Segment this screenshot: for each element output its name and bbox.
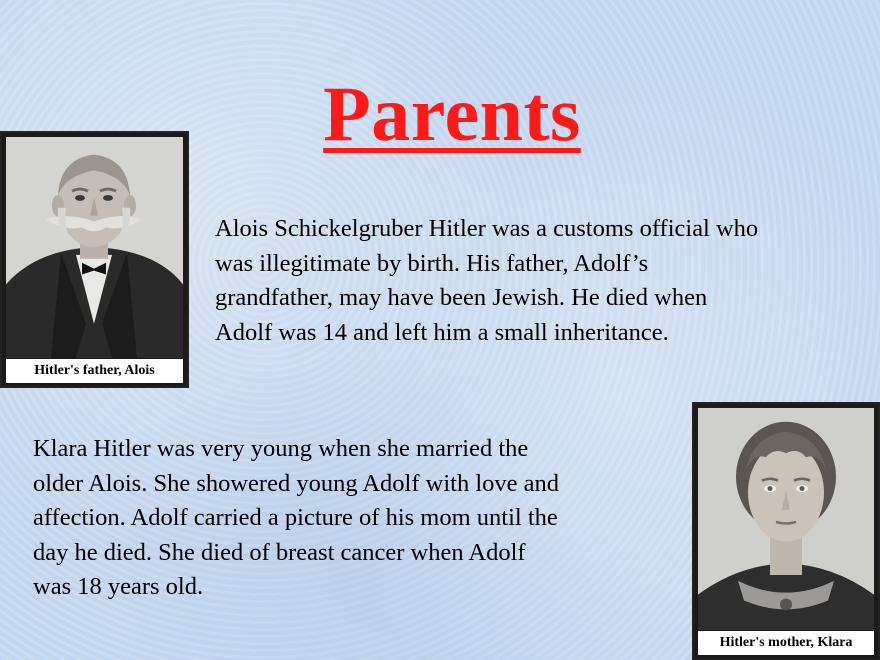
mother-paragraph-line: affection. Adolf carried a picture of his mom until the bbox=[33, 504, 558, 531]
mother-paragraph-line: Klara Hitler was very young when she married the bbox=[33, 435, 529, 462]
father-paragraph-line: Adolf was 14 and left him a small inheritance. bbox=[215, 318, 669, 346]
father-portrait-drawing bbox=[6, 137, 183, 358]
mother-paragraph-line: was 18 years old. bbox=[33, 573, 204, 600]
mother-portrait-drawing bbox=[698, 408, 874, 630]
mother-paragraph bbox=[33, 432, 559, 605]
father-paragraph-line: Alois Schickelgruber Hitler was a customs official who bbox=[215, 215, 759, 242]
mother-paragraph-line: older Alois. She showered young Adolf with love and bbox=[33, 469, 560, 497]
mother-paragraph-line: day he died. She died of breast cancer when Adolf bbox=[33, 538, 526, 566]
mother-portrait-image bbox=[698, 408, 874, 630]
father-paragraph bbox=[215, 212, 758, 350]
father-photo bbox=[0, 131, 189, 388]
father-portrait-image bbox=[6, 137, 183, 358]
father-paragraph-line: grandfather, may have been Jewish. He died when bbox=[215, 284, 708, 311]
mother-photo bbox=[692, 402, 880, 660]
slide-title-text: Parents bbox=[323, 70, 581, 157]
father-paragraph-line: was illegitimate by birth. His father, Adolf’s bbox=[215, 249, 649, 277]
mother-photo-caption: Hitler's mother, Klara bbox=[698, 631, 874, 655]
father-photo-caption: Hitler's father, Alois bbox=[6, 359, 183, 383]
